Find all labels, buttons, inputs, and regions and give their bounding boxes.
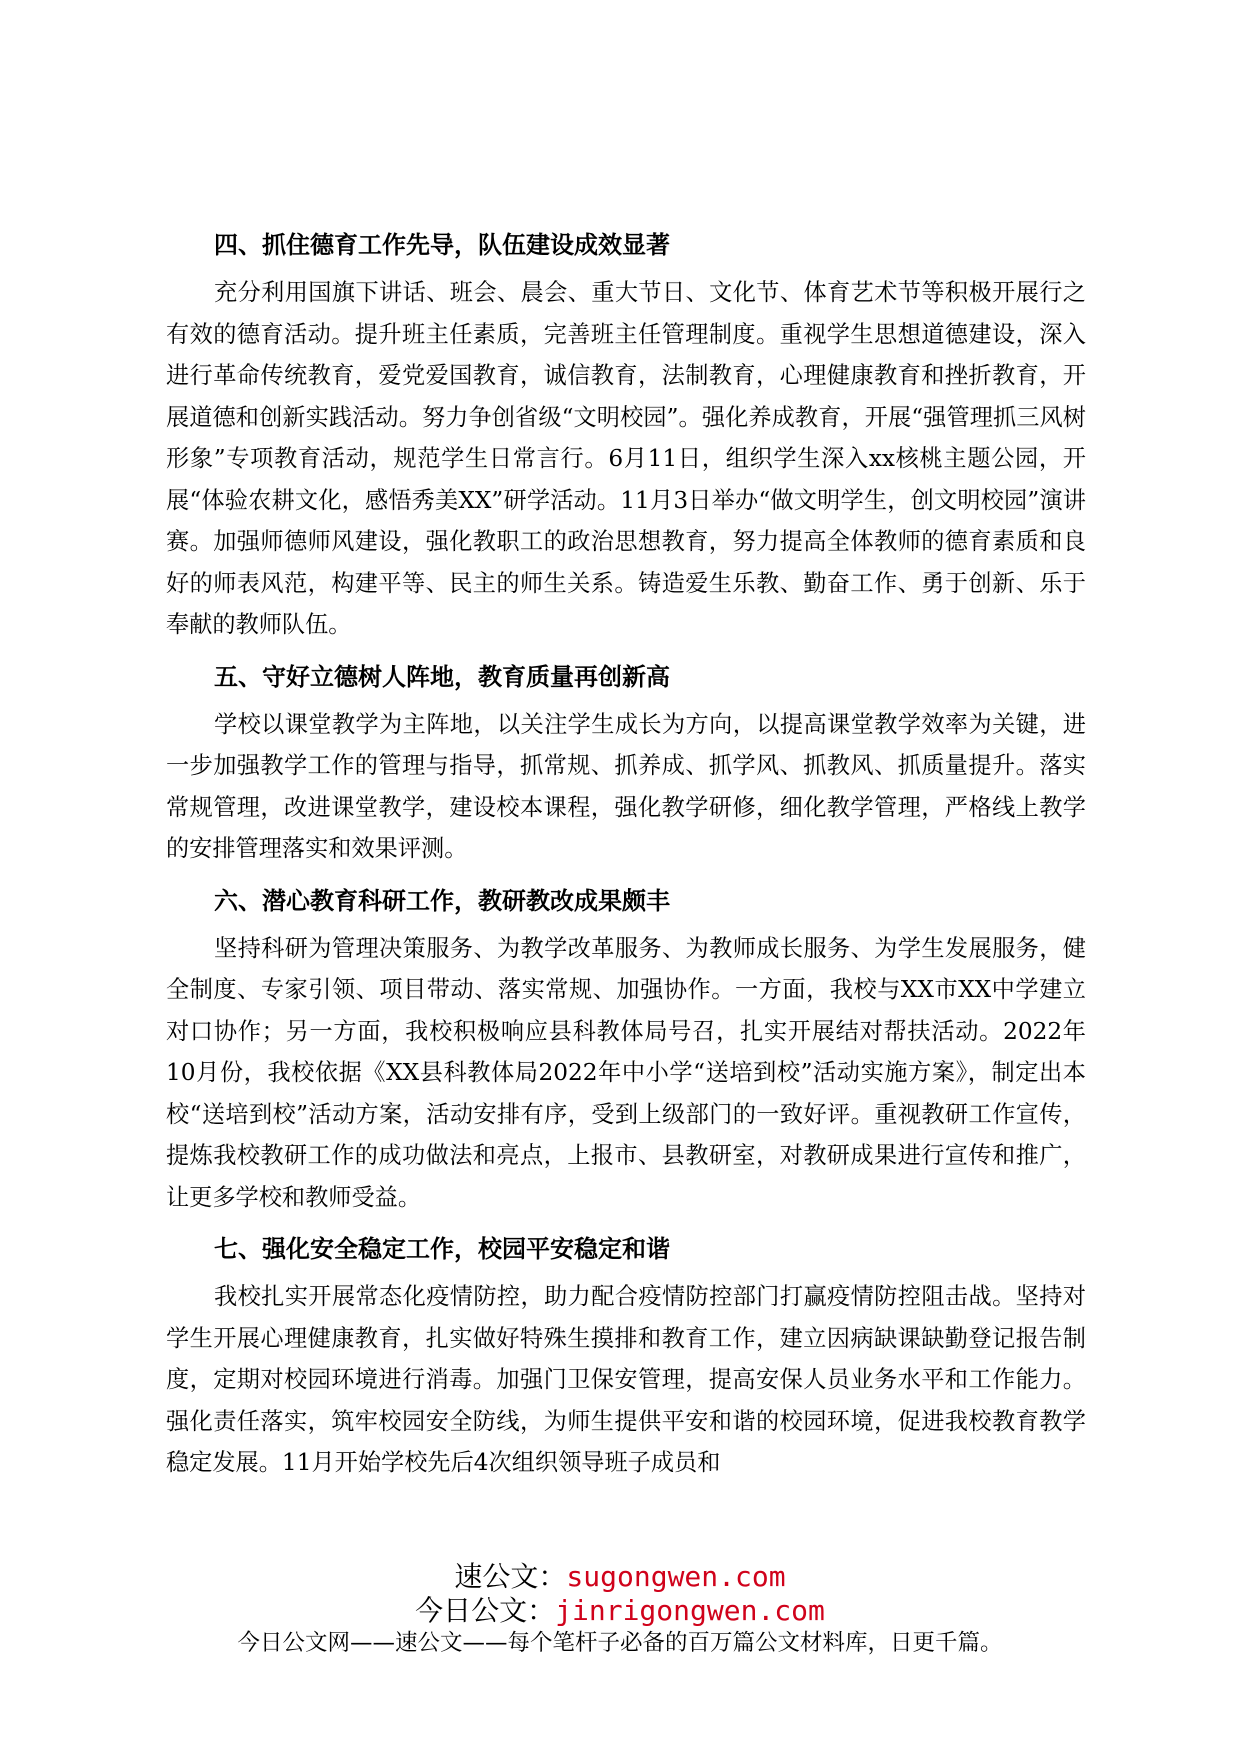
section-5-heading: 五、守好立德树人阵地，教育质量再创新高: [214, 662, 670, 691]
document-body: [166, 208, 1086, 1484]
section-7-heading: 七、强化安全稳定工作，校园平安稳定和谐: [214, 1235, 670, 1263]
footer-site-1-link[interactable]: sugongwen.com: [566, 1560, 786, 1593]
section-7-paragraph: 我校扎实开展常态化疫情防控，助力配合疫情防控部门打赢疫情防控阻击战。坚持对学生开展心理健康教育，扎实做好特殊生摸排和教育工作，建立因病缺课缺勤登记报告制度，定期对校园环境进行消毒。加强门卫保安管理，提高安保人员业务水平和工作能力。强化责任落实，筑牢校园安全防线，为师生提供平安和谐的校园环境，促进我校教育教学稳定发展。11月开始学校先后4次组织领导班子成员和: [166, 1283, 1086, 1476]
section-4-heading: 四、抓住德育工作先导，队伍建设成效显著: [214, 231, 670, 259]
footer-line-1: [0, 1560, 1240, 1594]
footer-tagline: 今日公文网——速公文——每个笔杆子必备的百万篇公文材料库，日更千篇。: [237, 1630, 1003, 1656]
footer-watermark: [0, 1560, 1240, 1658]
footer-site-1-label: 速公文：: [454, 1560, 567, 1593]
section-4-paragraph: 充分利用国旗下讲话、班会、晨会、重大节日、文化节、体育艺术节等积极开展行之有效的德育活动。提升班主任素质，完善班主任管理制度。重视学生思想道德建设，深入进行革命传统教育，爱党爱国教育，诚信教育，法制教育，心理健康教育和挫折教育，开展道德和创新实践活动。努力争创省级“文明校园”。强化养成教育，开展“强管理抓三风树形象”专项教育活动，规范学生日常言行。6月11日，组织学生深入xx核桃主题公园，开展“体验农耕文化，感悟秀美XX”研学活动。11月3日举办“做文明学生，创文明校园”演讲赛。加强师德师风建设，强化教职工的政治思想教育，努力提高全体教师的德育素质和良好的师表风范，构建平等、民主的师生关系。铸造爱生乐教、勤奋工作、勇于创新、乐于奉献的教师队伍。: [166, 279, 1086, 638]
section-6-heading: 六、潜心教育科研工作，教研教改成果颇丰: [214, 886, 670, 915]
footer-site-2-link[interactable]: jinrigongwen.com: [555, 1594, 825, 1627]
section-5-paragraph: 学校以课堂教学为主阵地，以关注学生成长为方向，以提高课堂教学效率为关键，进一步加强教学工作的管理与指导，抓常规、抓养成、抓学风、抓教风、抓质量提升。落实常规管理，改进课堂教学，建设校本课程，强化教学研修，细化教学管理，严格线上教学的安排管理落实和效果评测。: [166, 710, 1086, 862]
footer-site-2-label: 今日公文：: [415, 1594, 556, 1627]
footer-line-2: [0, 1594, 1240, 1628]
section-6-paragraph: 坚持科研为管理决策服务、为教学改革服务、为教师成长服务、为学生发展服务，健全制度、专家引领、项目带动、落实常规、加强协作。一方面，我校与XX市XX中学建立对口协作；另一方面，我校积极响应县科教体局号召，扎实开展结对帮扶活动。2022年10月份，我校依据《XX县科教体局2022年中小学“送培到校”活动实施方案》，制定出本校“送培到校”活动方案，活动安排有序，受到上级部门的一致好评。重视教研工作宣传，提炼我校教研工作的成功做法和亮点，上报市、县教研室，对教研成果进行宣传和推广，让更多学校和教师受益。: [166, 934, 1086, 1211]
